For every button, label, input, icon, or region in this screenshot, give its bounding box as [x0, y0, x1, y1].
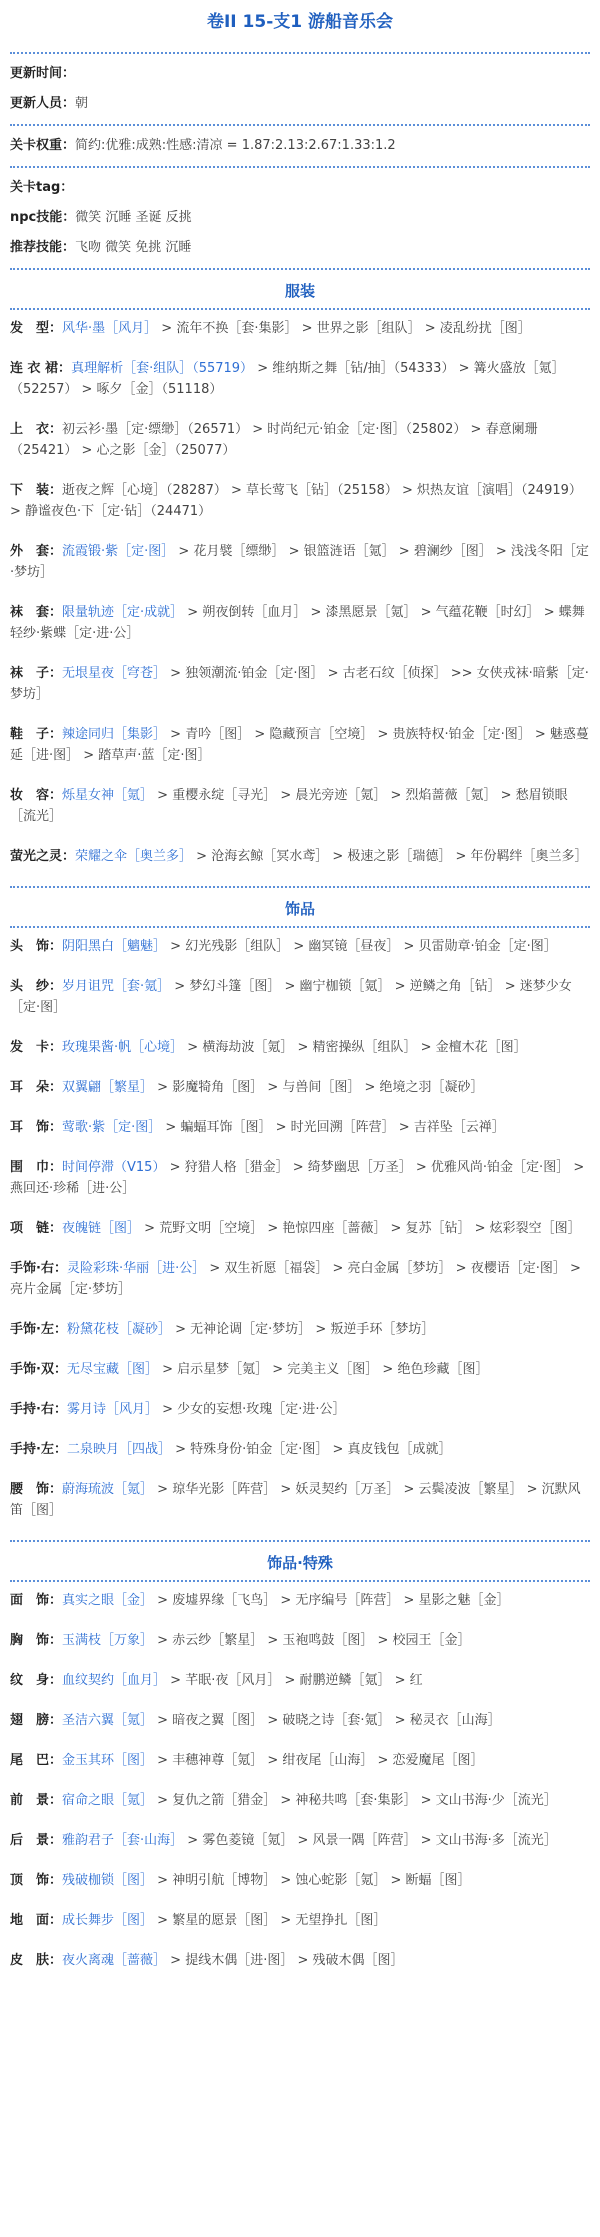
item-slot-label: 头 纱：	[10, 979, 63, 994]
item-slot-label: 下 装：	[10, 483, 63, 498]
list-item	[10, 541, 590, 583]
item-alternatives: > 丰穗神尊［氪］ > 绀夜尾［山海］ > 恋爱魔尾［图］	[153, 1753, 484, 1768]
list-item	[10, 480, 590, 522]
item-top-pick: 荣耀之伞［奥兰多］	[75, 849, 193, 864]
divider	[10, 268, 590, 270]
item-alternatives: > 复仇之箭［猎金］ > 神秘共鸣［套·集影］ > 文山书海·少［流光］	[153, 1793, 557, 1808]
item-slot-label: 项 链：	[10, 1221, 63, 1236]
item-top-pick: 残破枷锁［图］	[62, 1873, 154, 1888]
item-slot-label: 外 套：	[10, 544, 63, 559]
item-slot-label: 耳 饰：	[10, 1120, 63, 1135]
item-top-pick: 圣洁六翼［氪］	[62, 1713, 154, 1728]
list-item	[10, 785, 590, 827]
item-alternatives: > 赤云纱［繁星］ > 玉袍鸣鼓［图］ > 校园王［金］	[153, 1633, 471, 1648]
item-alternatives: > 荒野文明［空境］ > 艳惊四座［蔷薇］ > 复苏［钻］ > 炫彩裂空［图］	[140, 1221, 581, 1236]
item-top-pick: 雅韵君子［套·山海］	[62, 1833, 184, 1848]
item-top-pick: 真理解析［套·组队］（55719）	[71, 361, 254, 376]
list-item	[10, 663, 590, 705]
divider	[10, 52, 590, 54]
item-alternatives: > 沧海玄鲸［冥水鸢］ > 极速之影［瑞德］ > 年份羁绊［奥兰多］	[192, 849, 588, 864]
item-slot-label: 后 景：	[10, 1833, 63, 1848]
info-key: npc技能：	[10, 210, 76, 225]
item-top-pick: 二泉映月［四战］	[66, 1442, 171, 1457]
item-top-pick: 莺歌·紫［定·图］	[62, 1120, 162, 1135]
item-slot-label: 纹 身：	[10, 1673, 63, 1688]
item-alternatives: 初云衫·墨［定·缥缈］（26571） > 时尚纪元·铂金［定·图］（25802） > 春意阑珊（25421） > 心之影［金］（25077）	[10, 422, 538, 458]
item-slot-label: 地 面：	[10, 1913, 63, 1928]
item-top-pick: 真实之眼［金］	[62, 1593, 154, 1608]
list-item	[10, 1117, 590, 1138]
list-item	[10, 1359, 590, 1380]
item-top-pick: 金玉其环［图］	[62, 1753, 154, 1768]
list-item	[10, 1037, 590, 1058]
info-key: 更新人员：	[10, 96, 76, 111]
list-item	[10, 1258, 590, 1300]
item-top-pick: 流霞锻·紫［定·图］	[62, 544, 175, 559]
item-slot-label: 连 衣 裙：	[10, 361, 72, 376]
item-alternatives: > 幻光残影［组队］ > 幽冥镜［昼夜］ > 贝雷勋章·铂金［定·图］	[166, 939, 557, 954]
item-top-pick: 烁星女神［氪］	[62, 788, 154, 803]
list-item	[10, 1750, 590, 1771]
item-slot-label: 发 卡：	[10, 1040, 63, 1055]
item-alternatives: > 重樱永绽［寻光］ > 晨光旁迹［氪］ > 烈焰蔷薇［氪］ > 愁眉锁眼［流光］	[10, 788, 568, 824]
item-top-pick: 无尽宝藏［图］	[66, 1362, 158, 1377]
list-item	[10, 1157, 590, 1199]
info-row-update-time	[10, 64, 590, 84]
divider	[10, 1540, 590, 1542]
item-slot-label: 手饰·右：	[10, 1261, 67, 1276]
list-item	[10, 1830, 590, 1851]
item-slot-label: 萤光之灵：	[10, 849, 76, 864]
info-row-weights	[10, 136, 590, 156]
item-top-pick: 夜火离魂［蔷薇］	[62, 1953, 167, 1968]
item-top-pick: 灵险彩珠·华丽［进·公］	[66, 1261, 206, 1276]
item-alternatives: > 特殊身份·铂金［定·图］ > 真皮钱包［成就］	[170, 1442, 452, 1457]
item-slot-label: 手持·左：	[10, 1442, 67, 1457]
info-row-updater	[10, 94, 590, 114]
item-slot-label: 胸 饰：	[10, 1633, 63, 1648]
info-row-npc-skills	[10, 208, 590, 228]
item-top-pick: 夜魄链［图］	[62, 1221, 141, 1236]
item-slot-label: 妆 容：	[10, 788, 63, 803]
divider	[10, 308, 590, 310]
info-value: 朝	[75, 96, 89, 111]
item-alternatives: > 神明引航［博物］ > 蚀心蛇影［氪］ > 断蝠［图］	[153, 1873, 471, 1888]
item-alternatives: > 提线木偶［进·图］ > 残破木偶［图］	[166, 1953, 404, 1968]
list-item	[10, 318, 590, 339]
info-key: 推荐技能：	[10, 240, 76, 255]
list-item	[10, 1439, 590, 1460]
item-slot-label: 袜 套：	[10, 605, 63, 620]
item-top-pick: 玉满枝［万象］	[62, 1633, 154, 1648]
item-alternatives: > 流年不换［套·集影］ > 世界之影［组队］ > 凌乱纷扰［图］	[157, 321, 531, 336]
divider	[10, 166, 590, 168]
item-top-pick: 双翼翩［繁星］	[62, 1080, 154, 1095]
list-item	[10, 1218, 590, 1239]
item-alternatives: > 芊眠·夜［风月］ > 耐鹏逆鳞［氪］ > 红	[166, 1673, 423, 1688]
item-slot-label: 上 衣：	[10, 422, 63, 437]
item-top-pick: 雾月诗［风月］	[66, 1402, 158, 1417]
list-item	[10, 1479, 590, 1521]
list-item	[10, 1077, 590, 1098]
info-key: 更新时间：	[10, 66, 76, 81]
info-block	[10, 64, 590, 258]
list-item	[10, 1950, 590, 1971]
item-slot-label: 面 饰：	[10, 1593, 63, 1608]
item-alternatives: > 少女的妄想·玫瑰［定·进·公］	[157, 1402, 346, 1417]
info-value: 飞吻 微笑 免挑 沉睡	[75, 240, 192, 255]
item-top-pick: 风华·墨［风月］	[62, 321, 158, 336]
info-row-tag	[10, 178, 590, 198]
item-alternatives: > 废墟界缘［飞鸟］ > 无序编号［阵营］ > 星影之魅［金］	[153, 1593, 510, 1608]
divider	[10, 926, 590, 928]
item-top-pick: 宿命之眼［氪］	[62, 1793, 154, 1808]
list-item	[10, 358, 590, 400]
item-top-pick: 岁月诅咒［套·氪］	[62, 979, 171, 994]
item-slot-label: 袜 子：	[10, 666, 63, 681]
divider	[10, 124, 590, 126]
item-alternatives: > 双生祈愿［福袋］ > 亮白金属［梦坊］ > 夜櫻语［定·图］ > 亮片金属［定·梦坊］	[10, 1261, 581, 1297]
item-slot-label: 腰 饰：	[10, 1482, 63, 1497]
info-value: 简约:优雅:成熟:性感:清凉 = 1.87:2.13:2.67:1.33:1.2	[75, 138, 396, 153]
item-top-pick: 血纹契约［血月］	[62, 1673, 167, 1688]
item-alternatives: > 蝙蝠耳饰［图］ > 时光回溯［阵营］ > 吉祥坠［云禅］	[161, 1120, 505, 1135]
sections-container	[10, 268, 590, 1971]
list-item	[10, 1870, 590, 1891]
item-alternatives: > 繁星的愿景［图］ > 无望挣扎［图］	[153, 1913, 387, 1928]
item-alternatives: > 维纳斯之舞［钻/抽］（54333） > 篝火盛放［氪］（52257） > 啄夕［金］（51118）	[10, 361, 565, 397]
list-item	[10, 1710, 590, 1731]
info-key: 关卡权重：	[10, 138, 76, 153]
item-alternatives: > 梦幻斗篷［图］ > 幽宁枷锁［氪］ > 逆鳞之角［钻］ > 迷梦少女［定·图］	[10, 979, 572, 1015]
list-item	[10, 602, 590, 644]
list-item	[10, 1590, 590, 1611]
item-slot-label: 耳 朵：	[10, 1080, 63, 1095]
section-heading: 服装	[284, 282, 315, 300]
item-slot-label: 手饰·双：	[10, 1362, 67, 1377]
item-alternatives: 逝夜之辉［心境］（28287） > 草长莺飞［钻］（25158） > 炽热友谊［演唱］（24919） > 静谧夜色·下［定·钻］（24471）	[10, 483, 582, 519]
item-top-pick: 蔚海琉波［氪］	[62, 1482, 154, 1497]
divider	[10, 886, 590, 888]
list-item	[10, 1319, 590, 1340]
info-value: 微笑 沉睡 圣诞 反挑	[75, 210, 192, 225]
item-slot-label: 翅 膀：	[10, 1713, 63, 1728]
item-alternatives: > 青吟［图］ > 隐藏预言［空境］ > 贵族特权·铂金［定·图］ > 魅惑蔓延［进·图］ > 踏草声·蓝［定·图］	[10, 727, 589, 763]
item-top-pick: 时间停滞（V15）	[62, 1160, 166, 1175]
item-slot-label: 围 巾：	[10, 1160, 63, 1175]
item-top-pick: 玫瑰果酱·帆［心境］	[62, 1040, 184, 1055]
page-title: 卷II 15-支1 游船音乐会	[206, 12, 394, 32]
list-item	[10, 1630, 590, 1651]
item-alternatives: > 花月襞［缥缈］ > 银篮涟语［氪］ > 碧澜纱［图］ > 浅浅冬阳［定·梦坊］	[10, 544, 589, 580]
item-alternatives: > 影魔犄角［图］ > 与兽间［图］ > 绝境之羽［凝砂］	[153, 1080, 484, 1095]
list-item	[10, 1670, 590, 1691]
item-slot-label: 头 饰：	[10, 939, 63, 954]
item-alternatives: > 启示星梦［氪］ > 完美主义［图］ > 绝色珍藏［图］	[157, 1362, 489, 1377]
item-top-pick: 阴阳黑白［魑魅］	[62, 939, 167, 954]
item-top-pick: 粉黛花枝［凝砂］	[66, 1322, 171, 1337]
list-item	[10, 1790, 590, 1811]
item-alternatives: > 独领潮流·铂金［定·图］ > 古老石纹［侦探］ >> 女侠戎袜·暗紫［定·梦坊］	[10, 666, 589, 702]
item-slot-label: 发 型：	[10, 321, 63, 336]
item-alternatives: > 无神论调［定·梦坊］ > 叛逆手环［梦坊］	[170, 1322, 435, 1337]
item-top-pick: 限量轨迹［定·成就］	[62, 605, 184, 620]
item-alternatives: > 狩猎人格［猎金］ > 绮梦幽思［万圣］ > 优雅风尚·铂金［定·图］ > 燕回还·珍稀［进·公］	[10, 1160, 585, 1196]
item-top-pick: 辣途同归［集影］	[62, 727, 167, 742]
list-item	[10, 724, 590, 766]
item-slot-label: 前 景：	[10, 1793, 63, 1808]
list-item	[10, 419, 590, 461]
item-slot-label: 手饰·左：	[10, 1322, 67, 1337]
item-slot-label: 鞋 子：	[10, 727, 63, 742]
list-item	[10, 846, 590, 867]
item-alternatives: > 琼华光影［阵营］ > 妖灵契约［万圣］ > 云鬓凌波［繁星］ > 沉默风笛［图］	[10, 1482, 581, 1518]
item-alternatives: > 横海劫波［氪］ > 精密操纵［组队］ > 金檀木花［图］	[183, 1040, 527, 1055]
list-item	[10, 1910, 590, 1931]
item-top-pick: 成长舞步［图］	[62, 1913, 154, 1928]
section-heading: 饰品·特殊	[267, 1554, 333, 1572]
item-slot-label: 顶 饰：	[10, 1873, 63, 1888]
item-slot-label: 手持·右：	[10, 1402, 67, 1417]
list-item	[10, 976, 590, 1018]
item-slot-label: 尾 巴：	[10, 1753, 63, 1768]
section-heading: 饰品	[284, 900, 315, 918]
item-alternatives: > 雾色菱镜［氪］ > 风景一隅［阵营］ > 文山书海·多［流光］	[183, 1833, 557, 1848]
list-item	[10, 1399, 590, 1420]
item-alternatives: > 暗夜之翼［图］ > 破晓之诗［套·氪］ > 秘灵衣［山海］	[153, 1713, 501, 1728]
item-top-pick: 无垠星夜［穹苍］	[62, 666, 167, 681]
divider	[10, 1580, 590, 1582]
item-slot-label: 皮 肤：	[10, 1953, 63, 1968]
list-item	[10, 936, 590, 957]
item-alternatives: > 朔夜倒转［血月］ > 漆黑愿景［氪］ > 气蕴花鞭［时幻］ > 蝶舞轻纱·紫蝶［定·进·公］	[10, 605, 585, 641]
info-key: 关卡tag：	[10, 180, 74, 195]
info-row-recommended-skills	[10, 238, 590, 258]
